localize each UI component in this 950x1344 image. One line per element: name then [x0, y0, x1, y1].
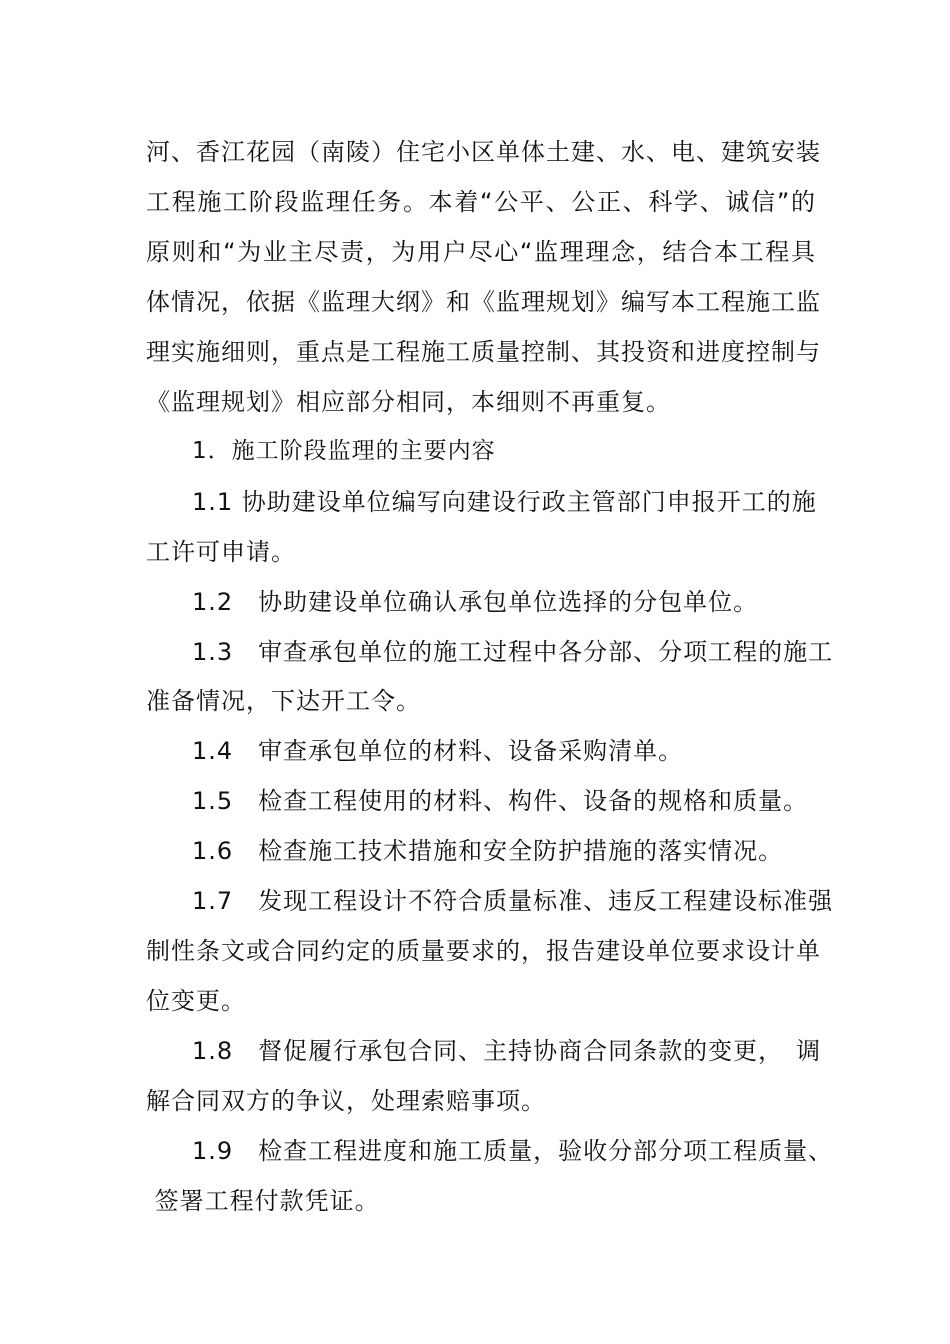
body-line: 理实施细则，重点是工程施工质量控制、其投资和进度控制与 — [146, 338, 821, 366]
list-item-line: 位变更。 — [146, 987, 246, 1015]
body-line: 河、香江花园（南陵）住宅小区单体土建、水、电、建筑安装 — [146, 138, 821, 166]
body-line: 工程施工阶段监理任务。本着“公平、公正、科学、诚信”的 — [146, 188, 816, 216]
list-item-line: 1.2 协助建设单位确认承包单位选择的分包单位。 — [192, 588, 759, 616]
list-item-line: 1.6 检查施工技术措施和安全防护措施的落实情况。 — [192, 837, 784, 865]
list-item-line: 1.7 发现工程设计不符合质量标准、违反工程建设标准强 — [192, 887, 834, 915]
list-item-line: 1.3 审查承包单位的施工过程中各分部、分项工程的施工 — [192, 638, 834, 666]
list-item-line: 1.8 督促履行承包合同、主持协商合同条款的变更， 调 — [192, 1037, 822, 1065]
list-item-line: 1.4 审查承包单位的材料、设备采购清单。 — [192, 737, 684, 765]
body-line: 《监理规划》相应部分相同，本细则不再重复。 — [146, 388, 671, 416]
list-item-line: 解合同双方的争议，处理索赔事项。 — [146, 1087, 546, 1115]
list-item-line: 准备情况，下达开工令。 — [146, 687, 421, 715]
list-item-line: 制性条文或合同约定的质量要求的，报告建设单位要求设计单 — [146, 937, 821, 965]
list-item-line: 1.1 协助建设单位编写向建设行政主管部门申报开工的施 — [192, 488, 817, 516]
section-heading: 1．施工阶段监理的主要内容 — [192, 438, 496, 464]
body-line: 原则和“为业主尽责，为用户尽心“监理理念，结合本工程具 — [146, 238, 816, 266]
list-item-line: 工许可申请。 — [146, 538, 296, 566]
body-line: 体情况，依据《监理大纲》和《监理规划》编写本工程施工监 — [146, 288, 821, 316]
list-item-line: 1.5 检查工程使用的材料、构件、设备的规格和质量。 — [192, 787, 809, 815]
list-item-line: 签署工程付款凭证。 — [146, 1187, 380, 1215]
list-item-line: 1.9 检查工程进度和施工质量，验收分部分项工程质量、 — [192, 1137, 834, 1165]
